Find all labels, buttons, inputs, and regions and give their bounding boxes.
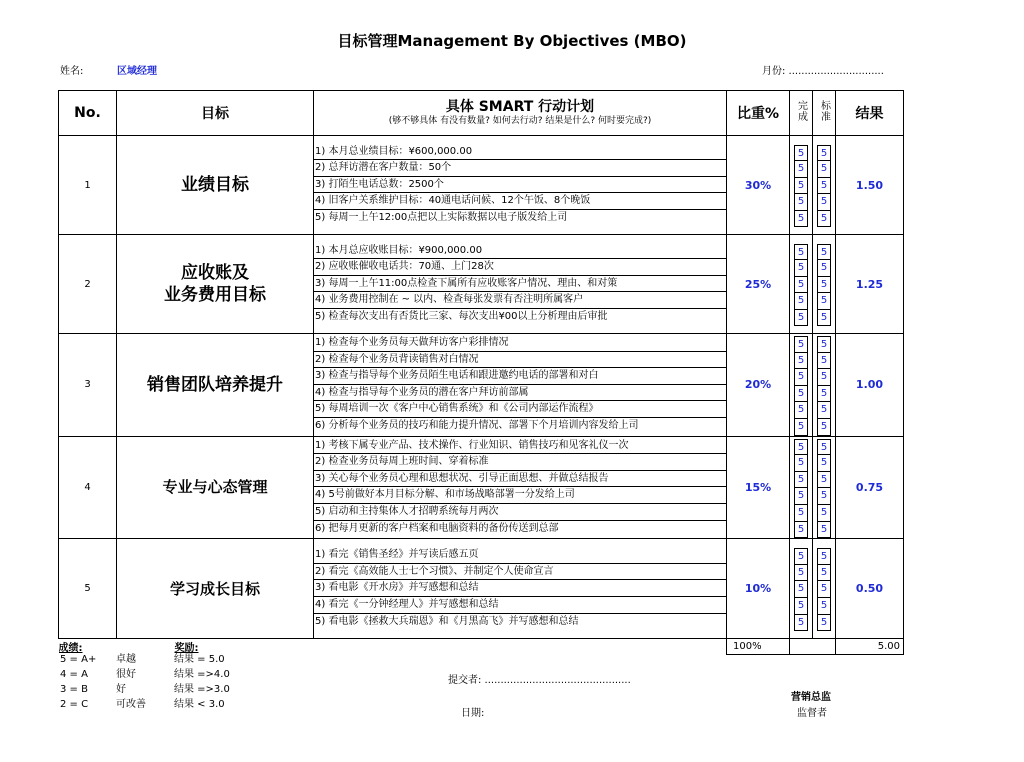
done-score-cell[interactable]: 5 [794,505,808,522]
standard-score-cell[interactable]: 5 [817,615,831,632]
done-score-cell[interactable]: 5 [794,260,808,277]
done-score-cell[interactable]: 5 [794,402,808,419]
standard-score-cell[interactable]: 5 [817,178,831,195]
done-score-cell[interactable]: 5 [794,615,808,632]
standard-scores [813,235,836,334]
header-done [790,91,813,136]
standard-score-cell[interactable]: 5 [817,353,831,370]
legend-desc: 卓越 [116,654,136,665]
standard-score-cell[interactable]: 5 [817,211,831,228]
done-score-cell[interactable]: 5 [794,178,808,195]
action-item[interactable]: 4) 看完《一分钟经理人》并写感想和总结 [314,597,726,614]
goal-row [59,436,904,539]
done-score-cell[interactable]: 5 [794,455,808,472]
done-score-cell[interactable]: 5 [794,244,808,261]
goal-result: 1.50 [836,136,904,235]
legend-grade: 3 = B [60,684,88,695]
standard-score-cell[interactable]: 5 [817,419,831,436]
goal-number: 4 [59,436,117,539]
header-smart [314,91,727,136]
standard-score-cell[interactable]: 5 [817,455,831,472]
action-item[interactable]: 2) 应收账催收电话共：70通、上门28次 [314,259,726,276]
done-score-cell[interactable]: 5 [794,293,808,310]
done-score-cell[interactable]: 5 [794,548,808,565]
legend-row [60,697,274,712]
header-goal: 目标 [117,91,314,136]
done-score-cell[interactable]: 5 [794,277,808,294]
action-item[interactable]: 3) 关心每个业务员心理和思想状况、引导正面思想、并做总结报告 [314,471,726,488]
header-standard-label: 标准 [818,100,830,122]
supervisor-title: 营销总监 [791,692,831,703]
done-score-cell[interactable]: 5 [794,353,808,370]
done-scores [790,235,813,334]
goal-name: 学习成长目标 [117,539,314,639]
name-value[interactable]: 区域经理 [117,66,157,77]
goal-row [59,235,904,334]
standard-scores [813,334,836,437]
action-plan [314,136,727,235]
legend-row [60,652,274,667]
standard-score-cell[interactable]: 5 [817,310,831,327]
action-item[interactable]: 1) 考核下属专业产品、技术操作、行业知识、销售技巧和见客礼仪一次 [314,438,726,455]
goal-row [59,136,904,235]
header-weight: 比重% [727,91,790,136]
action-item[interactable]: 3) 看电影《开水房》并写感想和总结 [314,580,726,597]
total-weight: 100% [727,639,790,655]
standard-score-cell[interactable]: 5 [817,488,831,505]
done-score-cell[interactable]: 5 [794,488,808,505]
header-smart-sub: (够不够具体 有没有数量? 如何去行动? 结果是什么? 何时要完成?) [388,116,652,126]
done-score-cell[interactable]: 5 [794,161,808,178]
standard-score-cell[interactable]: 5 [817,581,831,598]
goal-number: 2 [59,235,117,334]
legend-grade: 4 = A [60,669,88,680]
done-score-cell[interactable]: 5 [794,472,808,489]
name-label: 姓名: [60,66,84,77]
standard-score-cell[interactable]: 5 [817,369,831,386]
done-scores [790,436,813,539]
done-score-cell[interactable]: 5 [794,439,808,456]
legend-rule: 结果 =>3.0 [174,684,230,695]
action-item[interactable]: 4) 5号前做好本月目标分解、和市场战略部署一分发给上司 [314,487,726,504]
done-score-cell[interactable]: 5 [794,369,808,386]
goal-result: 0.75 [836,436,904,539]
action-item[interactable]: 2) 看完《高效能人士七个习惯》、并制定个人使命宣言 [314,564,726,581]
legend-rule: 结果 < 3.0 [174,699,225,710]
action-item[interactable]: 5) 检查每次支出有否货比三家、每次支出¥00以上分析理由后审批 [315,310,608,322]
action-plan [314,436,727,539]
total-result: 5.00 [836,639,904,655]
standard-score-cell[interactable]: 5 [817,548,831,565]
grade-label: 成绩: [59,639,117,655]
legend-desc: 很好 [116,669,136,680]
goal-weight: 25% [727,235,790,334]
goal-result: 1.25 [836,235,904,334]
action-item[interactable]: 1) 检查每个业务员每天做拜访客户彩排情况 [314,335,726,352]
legend-row [60,667,274,682]
action-item[interactable]: 3) 检查与指导每个业务员陌生电话和跟进邀约电话的部署和对白 [314,368,726,385]
action-item[interactable]: 3) 打陌生电话总数：2500个 [314,177,726,194]
action-item[interactable]: 4) 检查与指导每个业务员的潜在客户拜访前部属 [314,385,726,402]
goal-name: 专业与心态管理 [117,436,314,539]
done-score-cell[interactable]: 5 [794,310,808,327]
standard-score-cell[interactable]: 5 [817,277,831,294]
action-item[interactable]: 5) 每周一上午12:00点把以上实际数据以电子版发给上司 [315,211,568,223]
action-item[interactable]: 1) 看完《销售圣经》并写读后感五页 [314,547,726,564]
action-item[interactable]: 3) 每周一上午11:00点检查下属所有应收账客户情况、理由、和对策 [314,276,726,293]
standard-scores [813,136,836,235]
done-score-cell[interactable]: 5 [794,565,808,582]
standard-score-cell[interactable]: 5 [817,336,831,353]
action-item[interactable]: 4) 业务费用控制在 ~ 以内、检查每张发票有否注明所属客户 [314,292,726,309]
goal-weight: 15% [727,436,790,539]
action-item[interactable]: 1) 本月总应收账目标：¥900,000.00 [314,243,726,260]
date-field[interactable]: 日期: [461,708,485,719]
action-item[interactable]: 6) 分析每个业务员的技巧和能力提升情况、部署下个月培训内容发给上司 [315,419,639,431]
grade-legend [60,652,274,712]
done-score-cell[interactable]: 5 [794,581,808,598]
done-scores [790,539,813,639]
goal-number: 3 [59,334,117,437]
standard-score-cell[interactable]: 5 [817,598,831,615]
month-field[interactable]: 月份: .............................. [762,66,884,77]
legend-grade: 5 = A+ [60,654,97,665]
mbo-table [58,90,904,655]
goal-weight: 20% [727,334,790,437]
header-done-label: 完成 [795,100,807,122]
done-score-cell[interactable]: 5 [794,194,808,211]
standard-score-cell[interactable]: 5 [817,145,831,162]
action-item[interactable]: 5) 启动和主持集体人才招聘系统每月两次 [314,504,726,521]
goal-result: 0.50 [836,539,904,639]
standard-score-cell[interactable]: 5 [817,293,831,310]
standard-score-cell[interactable]: 5 [817,386,831,403]
goal-weight: 10% [727,539,790,639]
goal-weight: 30% [727,136,790,235]
action-item[interactable]: 5) 看电影《拯救大兵瑞恩》和《月黑高飞》并写感想和总结 [315,615,579,627]
action-plan [314,334,727,437]
legend-desc: 可改善 [116,699,146,710]
action-item[interactable]: 1) 本月总业绩目标：¥600,000.00 [314,144,726,161]
submitter-field[interactable]: 提交者: .............................................. [448,675,631,686]
header-no: No. [59,91,117,136]
done-scores [790,136,813,235]
standard-score-cell[interactable]: 5 [817,161,831,178]
goal-number: 5 [59,539,117,639]
action-item[interactable]: 6) 把每月更新的客户档案和电脑资料的备份传送到总部 [315,522,559,534]
goal-name: 销售团队培养提升 [117,334,314,437]
legend-row [60,682,274,697]
done-score-cell[interactable]: 5 [794,145,808,162]
legend-rule: 结果 = 5.0 [174,654,225,665]
goal-name: 业绩目标 [117,136,314,235]
done-scores [790,334,813,437]
done-score-cell[interactable]: 5 [794,522,808,539]
standard-score-cell[interactable]: 5 [817,522,831,539]
done-score-cell[interactable]: 5 [794,211,808,228]
reward-label: 奖励: [117,639,314,655]
standard-score-cell[interactable]: 5 [817,472,831,489]
header-result: 结果 [836,91,904,136]
action-item[interactable]: 2) 检查业务员每周上班时间、穿着标准 [314,454,726,471]
legend-rule: 结果 =>4.0 [174,669,230,680]
standard-score-cell[interactable]: 5 [817,565,831,582]
done-score-cell[interactable]: 5 [794,419,808,436]
legend-grade: 2 = C [60,699,89,710]
action-item[interactable]: 5) 每周培训一次《客户中心销售系统》和《公司内部运作流程》 [314,401,726,418]
standard-scores [813,436,836,539]
goal-result: 1.00 [836,334,904,437]
action-plan [314,539,727,639]
standard-score-cell[interactable]: 5 [817,194,831,211]
action-plan [314,235,727,334]
goal-row [59,539,904,639]
goal-number: 1 [59,136,117,235]
done-score-cell[interactable]: 5 [794,598,808,615]
goal-row [59,334,904,437]
standard-score-cell[interactable]: 5 [817,439,831,456]
action-item[interactable]: 2) 检查每个业务员背读销售对白情况 [314,352,726,369]
standard-score-cell[interactable]: 5 [817,505,831,522]
header-standard [813,91,836,136]
done-score-cell[interactable]: 5 [794,336,808,353]
standard-score-cell[interactable]: 5 [817,260,831,277]
page-title: 目标管理Management By Objectives (MBO) [337,32,687,50]
legend-desc: 好 [116,684,126,695]
action-item[interactable]: 2) 总拜访潜在客户数量：50个 [314,160,726,177]
header-smart-main: 具体 SMART 行动计划 [445,99,595,115]
action-item[interactable]: 4) 旧客户关系维护目标：40通电话问候、12个午饭、8个晚饭 [314,193,726,210]
standard-scores [813,539,836,639]
standard-score-cell[interactable]: 5 [817,402,831,419]
goal-name: 应收账及 业务费用目标 [117,235,314,334]
standard-score-cell[interactable]: 5 [817,244,831,261]
done-score-cell[interactable]: 5 [794,386,808,403]
supervisor-role: 监督者 [797,708,827,719]
